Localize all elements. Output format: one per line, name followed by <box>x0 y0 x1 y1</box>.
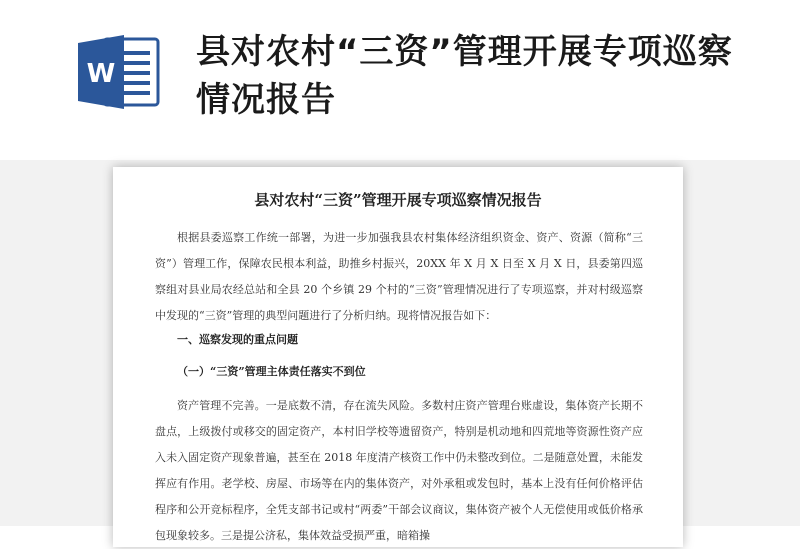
document-paragraph-intro: 根据县委巡察工作统一部署，为进一步加强我县农村集体经济组织资金、资产、资源（简称“三资”）管理工作，保障农民根本利益，助推乡村振兴，20XX 年 X 月 X 日至 X 月 X 日，县委第四巡察组对县业局农经总站和全县 20 个乡镇 29 个村的“三资”管理情况进行了专项巡察，并对村级巡察中发现的“三资”管理的典型问题进行了分析归纳。现将情况报告如下： <box>155 231 643 322</box>
word-document-icon <box>76 33 162 111</box>
header-title: 县对农村“三资”管理开展专项巡察情况报告 <box>196 32 733 120</box>
header-banner <box>0 0 800 160</box>
document-page <box>113 167 683 547</box>
subsection-heading: （一）“三资”管理主体责任落实不到位 <box>177 365 366 378</box>
word-icon-letter: W <box>86 59 116 89</box>
section-heading: 一、巡察发现的重点问题 <box>177 333 298 346</box>
document-title: 县对农村“三资”管理开展专项巡察情况报告 <box>254 191 542 209</box>
document-paragraph-assets: 资产管理不完善。一是底数不清，存在流失风险。多数村庄资产管理台账虚设，集体资产长期不盘点，上级拨付或移交的固定资产，本村旧学校等遗留资产，特别是机动地和四荒地等资源性资产应入未入固定资产现象普遍，甚至在 2018 年度清产核资工作中仍未整改到位。二是随意处置，未能发挥应有作用。老学校、房屋、市场等在内的集体资产，对外承租或发包时，基本上没有任何价格评估程序和公开竞标程序，全凭支部书记或村“两委”干部会议商议，集体资产被个人无偿使用或低价格承包现象较多。三是提公济私，集体效益受损严重，暗箱操 <box>155 399 643 542</box>
